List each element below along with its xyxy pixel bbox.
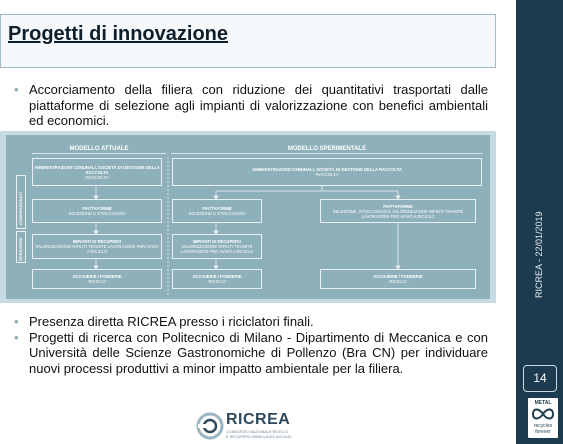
box-sub: VALORIZZAZIONE RIFIUTI TRAMITE LAVORAZIONI PER AVVIO A RICICLO xyxy=(35,244,159,254)
infinity-icon xyxy=(528,407,558,421)
logo-tagline-2: E RECUPERO IMBALLAGGI ACCIAIO xyxy=(226,434,292,439)
box-title: IMPIANTI DI RECUPERO xyxy=(192,239,242,244)
metal-recycles-forever-badge xyxy=(528,398,558,438)
box-current-collection xyxy=(32,158,162,186)
badge-title: METAL xyxy=(534,400,552,406)
bullet-list-bottom xyxy=(10,314,488,376)
bullet-text: Progetti di ricerca con Politecnico di Milano - Dipartimento di Meccanica e con Università delle Scienze Gastronomiche di Pollenzo (Bra CN) per individuare nuovi processi produttivi a minor impatto ambientale per la filiera. xyxy=(29,329,488,376)
box-sub: - RACCOLTA - xyxy=(313,172,341,177)
box-exp-collection xyxy=(172,158,482,186)
bullet-icon: • xyxy=(14,82,19,97)
bullet-item xyxy=(10,82,488,129)
bullet-icon: • xyxy=(14,314,19,329)
side-label-operatori: OPERATORI xyxy=(18,237,23,261)
bullet-list-top xyxy=(10,82,488,129)
box-exp-recovery xyxy=(172,234,262,259)
box-title: ACCIAIERIE / FONDERIE xyxy=(192,274,242,279)
box-sub: SELEZIONE, STOCCAGGIO E VALORIZZAZIONE RIFIUTI TRAMITE LAVORAZIONI PER AVVIO A RICICLO xyxy=(332,208,464,219)
page-number: 14 xyxy=(523,365,557,392)
slide-title: Progetti di innovazione xyxy=(8,23,229,45)
box-exp-platforms xyxy=(172,199,262,223)
badge-line-2: forever xyxy=(535,429,551,435)
diagram-panel xyxy=(6,135,490,299)
bullet-item xyxy=(10,330,488,377)
title-box xyxy=(0,14,496,68)
badge-line-1: recycles xyxy=(533,423,553,429)
box-title: IMPIANTI DI RECUPERO xyxy=(72,239,122,244)
side-label-convenzionati: CONVENZIONATI xyxy=(18,192,23,225)
box-sub: SELEZIONE E STOCCAGGIO xyxy=(68,211,126,216)
bullet-text: Presenza diretta RICREA presso i riciclatori finali. xyxy=(29,314,314,329)
box-title: PIATTAFORME xyxy=(383,203,413,209)
ricrea-logo xyxy=(196,410,316,442)
box-current-platforms xyxy=(32,199,162,223)
box-title: PIATTAFORME xyxy=(82,206,112,211)
header-current-model: MODELLO ATTUALE xyxy=(32,144,166,154)
box-sub: - RICICLO - xyxy=(85,279,109,284)
bullet-item xyxy=(10,314,488,330)
ricrea-logo-icon xyxy=(196,411,224,441)
box-exp-steelworks-b xyxy=(320,269,476,289)
header-experimental-model: MODELLO SPERIMENTALE xyxy=(171,144,483,154)
box-sub: VALORIZZAZIONE RIFIUTI TRAMITE LAVORAZIONI PER AVVIO A RICICLO xyxy=(180,244,254,254)
logo-wordmark: RICREA xyxy=(226,411,291,428)
logo-tagline-1: CONSORZIO NAZIONALE RICICLO xyxy=(226,430,289,434)
box-current-steelworks xyxy=(32,269,162,289)
box-sub: - RACCOLTA - xyxy=(83,174,111,180)
box-exp-platforms-valorization xyxy=(320,199,476,223)
box-title: AMMINISTRAZIONI COMUNALI, SOCIETÀ DI GESTIONE DELLA RACCOLTA xyxy=(34,164,160,175)
date-footer: RICREA - 22/01/2019 xyxy=(534,211,544,298)
badge-subtitle xyxy=(528,423,558,435)
box-sub: - RICICLO - xyxy=(205,279,229,284)
box-sub: SELEZIONE E STOCCAGGIO xyxy=(188,211,246,216)
box-title: ACCIAIERIE / FONDERIE xyxy=(373,274,423,279)
logo-tagline xyxy=(226,430,292,439)
box-exp-steelworks-a xyxy=(172,269,262,289)
bullet-icon: • xyxy=(14,329,19,345)
box-title: PIATTAFORME xyxy=(202,206,232,211)
box-sub: - RICICLO - xyxy=(386,279,410,284)
box-current-recovery xyxy=(32,234,162,259)
box-title: ACCIAIERIE / FONDERIE xyxy=(72,274,122,279)
box-title: AMMINISTRAZIONI COMUNALI, SOCIETÀ DI GESTIONE DELLA RACCOLTA xyxy=(252,167,402,172)
supply-chain-diagram xyxy=(0,131,496,303)
bullet-text: Accorciamento della filiera con riduzione dei quantitativi trasportati dalle piattaforme di selezione agli impianti di valorizzazione con benefici ambientali ed economici. xyxy=(29,82,488,128)
